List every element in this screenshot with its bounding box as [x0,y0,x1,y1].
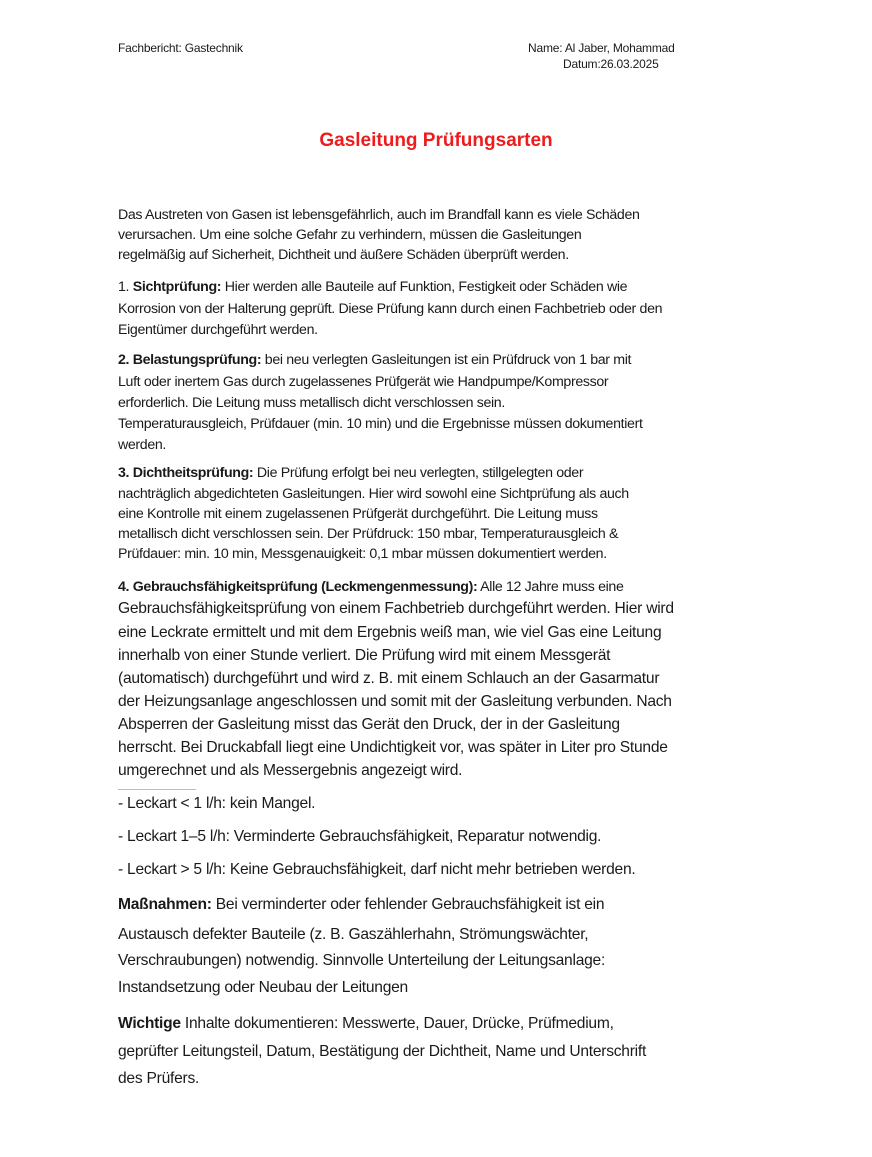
list-item: - Leckart 1–5 l/h: Verminderte Gebrauchsfähigkeit, Reparatur notwendig. [118,828,602,845]
text-line: der Heizungsanlage angeschlossen und somit mit der Gasleitung verbunden. Nach [118,693,672,710]
report-date: Datum:26.03.2025 [563,57,659,71]
report-subject: Fachbericht: Gastechnik [118,41,243,55]
text-line: werden. [118,437,167,453]
text-line: nachträglich abgedichteten Gasleitungen. Hier wird sowohl eine Sichtprüfung als auch [118,486,629,502]
section-heading: 4. Gebrauchsfähigkeitsprüfung (Leckmengenmessung): [118,579,478,595]
text-line: des Prüfers. [118,1070,200,1087]
text-span: Alle 12 Jahre muss eine [477,579,624,595]
text-line [118,465,583,481]
text-line: metallisch dicht verschlossen sein. Der Prüfdruck: 150 mbar, Temperaturausgleich & [118,526,619,542]
page-title: Gasleitung Prüfungsarten [319,130,553,151]
text-line: Gebrauchsfähigkeitsprüfung von einem Fachbetrieb durchgeführt werden. Hier wird [118,600,674,617]
text-line: erforderlich. Die Leitung muss metallisch dicht verschlossen sein. [118,395,505,411]
text-span: bei neu verlegten Gasleitungen ist ein Prüfdruck von 1 bar mit [261,352,632,368]
text-line: Luft oder inertem Gas durch zugelassenes Prüfgerät wie Handpumpe/Kompressor [118,374,609,390]
text-line: regelmäßig auf Sicherheit, Dichtheit und äußere Schäden überprüft werden. [118,247,569,263]
text-line [118,279,627,295]
section-heading: 3. Dichtheitsprüfung: [118,465,254,481]
text-line: innerhalb von einer Stunde verliert. Die Prüfung wird mit einem Messgerät [118,647,611,664]
text-line: Temperaturausgleich, Prüfdauer (min. 10 min) und die Ergebnisse müssen dokumentiert [118,416,643,432]
text-line [118,352,631,368]
author-name: Name: Al Jaber, Mohammad [528,41,675,55]
text-line: (automatisch) durchgeführt und wird z. B. mit einem Schlauch an der Gasarmatur [118,670,660,687]
text-line [118,1015,614,1033]
text-line: Das Austreten von Gasen ist lebensgefährlich, auch im Brandfall kann es viele Schäden [118,207,640,223]
text-line: Eigentümer durchgeführt werden. [118,322,318,338]
text-line: Instandsetzung oder Neubau der Leitungen [118,979,408,996]
text-line [118,579,624,595]
text-line: Korrosion von der Halterung geprüft. Diese Prüfung kann durch einen Fachbetrieb oder den [118,301,663,317]
text-line: Austausch defekter Bauteile (z. B. Gaszählerhahn, Strömungswächter, [118,926,589,943]
important-heading: Wichtige [118,1015,181,1032]
text-span: Hier werden alle Bauteile auf Funktion, Festigkeit oder Schäden wie [221,279,628,295]
text-span: Inhalte dokumentieren: Messwerte, Dauer, Drücke, Prüfmedium, [180,1015,614,1032]
text-line: Absperren der Gasleitung misst das Gerät den Druck, der in der Gasleitung [118,716,620,733]
section-number: 1. [118,279,133,295]
text-line: herrscht. Bei Druckabfall liegt eine Undichtigkeit vor, was später in Liter pro Stunde [118,739,668,756]
text-span: Die Prüfung erfolgt bei neu verlegten, stillgelegten oder [253,465,584,481]
text-line: geprüfter Leitungsteil, Datum, Bestätigung der Dichtheit, Name und Unterschrift [118,1043,647,1060]
text-span: Bei verminderter oder fehlender Gebrauchsfähigkeit ist ein [211,896,605,913]
divider [118,789,196,790]
measures-heading: Maßnahmen: [118,896,212,913]
list-item: - Leckart > 5 l/h: Keine Gebrauchsfähigkeit, darf nicht mehr betrieben werden. [118,861,636,878]
text-line: eine Kontrolle mit einem zugelassenen Prüfgerät durchgeführt. Die Leitung muss [118,506,598,522]
text-line: umgerechnet und als Messergebnis angezeigt wird. [118,762,463,779]
text-line: eine Leckrate ermittelt und mit dem Ergebnis weiß man, wie viel Gas eine Leitung [118,624,662,641]
list-item: - Leckart < 1 l/h: kein Mangel. [118,795,316,812]
section-heading: Sichtprüfung: [132,279,222,295]
text-line: Prüfdauer: min. 10 min, Messgenauigkeit: 0,1 mbar müssen dokumentiert werden. [118,546,607,562]
text-line: Verschraubungen) notwendig. Sinnvolle Unterteilung der Leitungsanlage: [118,952,606,969]
text-line [118,896,604,914]
section-heading: 2. Belastungsprüfung: [118,352,262,368]
text-line: verursachen. Um eine solche Gefahr zu verhindern, müssen die Gasleitungen [118,227,582,243]
